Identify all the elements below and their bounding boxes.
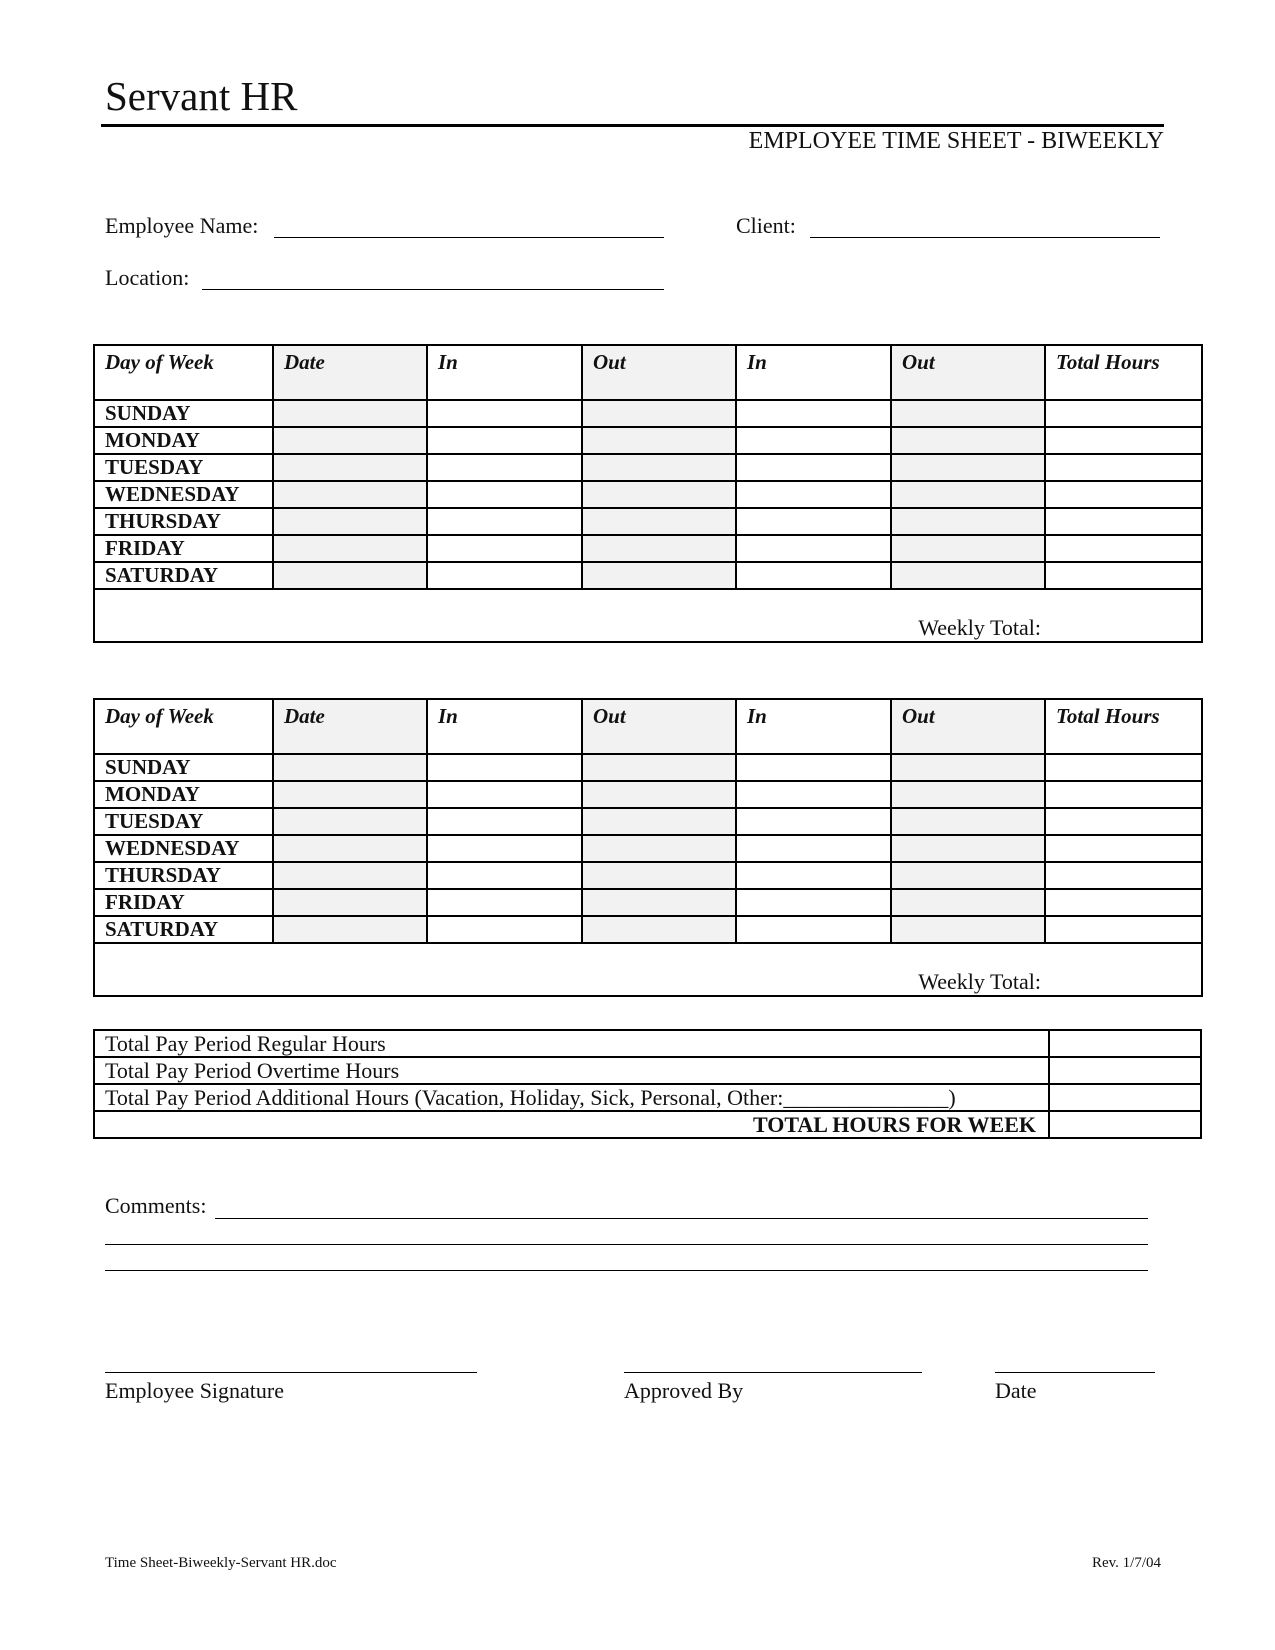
time-out-cell[interactable] [891, 535, 1045, 562]
time-in-cell[interactable] [736, 400, 891, 427]
column-header: Date [273, 699, 427, 754]
time-out-cell[interactable] [891, 754, 1045, 781]
table-row [94, 427, 1202, 454]
table-row [94, 1057, 1201, 1084]
client-label: Client: [736, 213, 796, 238]
time-in-cell[interactable] [427, 781, 582, 808]
client-field[interactable] [810, 237, 1160, 238]
table-row [94, 535, 1202, 562]
day-label: SUNDAY [94, 754, 273, 781]
table-row [94, 1111, 1201, 1138]
time-in-cell[interactable] [736, 916, 891, 943]
table-row [94, 835, 1202, 862]
day-label: WEDNESDAY [94, 481, 273, 508]
pay-period-summary-table [93, 1029, 1202, 1139]
weekly-total-row [94, 589, 1202, 642]
time-in-cell[interactable] [427, 400, 582, 427]
day-label: WEDNESDAY [94, 835, 273, 862]
time-out-cell[interactable] [582, 535, 736, 562]
time-in-cell[interactable] [736, 427, 891, 454]
day-label: MONDAY [94, 781, 273, 808]
total-hours-cell[interactable] [1045, 508, 1202, 535]
time-out-cell[interactable] [582, 400, 736, 427]
weekly-total-row [94, 943, 1202, 996]
total-hours-cell[interactable] [1045, 808, 1202, 835]
weekly-total-label: Weekly Total: [94, 943, 1202, 996]
table-row [94, 481, 1202, 508]
date-cell[interactable] [273, 481, 427, 508]
total-hours-cell[interactable] [1045, 454, 1202, 481]
table-row [94, 862, 1202, 889]
footer-revision: Rev. 1/7/04 [1091, 1555, 1161, 1571]
approved-by-label: Approved By [624, 1378, 744, 1403]
date-cell[interactable] [273, 808, 427, 835]
table-row [94, 889, 1202, 916]
time-out-cell[interactable] [891, 808, 1045, 835]
column-header: Out [891, 345, 1045, 400]
table-header-row [94, 699, 1202, 754]
title-divider [101, 124, 1164, 127]
time-in-cell[interactable] [736, 535, 891, 562]
table-row [94, 562, 1202, 589]
date-cell[interactable] [273, 916, 427, 943]
time-in-cell[interactable] [736, 454, 891, 481]
time-out-cell[interactable] [582, 781, 736, 808]
week-1-table [93, 344, 1203, 643]
time-out-cell[interactable] [891, 889, 1045, 916]
time-in-cell[interactable] [427, 835, 582, 862]
column-header: Day of Week [94, 345, 273, 400]
table-row [94, 1030, 1201, 1057]
column-header: Total Hours [1045, 699, 1202, 754]
time-out-cell[interactable] [582, 916, 736, 943]
date-cell[interactable] [273, 562, 427, 589]
time-out-cell[interactable] [891, 835, 1045, 862]
date-cell[interactable] [273, 454, 427, 481]
comments-line[interactable] [105, 1270, 1148, 1271]
column-header: Date [273, 345, 427, 400]
total-hours-cell[interactable] [1045, 916, 1202, 943]
time-out-cell[interactable] [891, 508, 1045, 535]
total-hours-cell[interactable] [1045, 889, 1202, 916]
total-hours-cell[interactable] [1045, 427, 1202, 454]
date-cell[interactable] [273, 508, 427, 535]
total-hours-cell[interactable] [1045, 400, 1202, 427]
table-row [94, 1084, 1201, 1111]
table-row [94, 916, 1202, 943]
date-line[interactable] [995, 1372, 1155, 1373]
regular-hours-cell[interactable] [1049, 1030, 1201, 1057]
day-label: SUNDAY [94, 400, 273, 427]
comments-line[interactable] [105, 1244, 1148, 1245]
table-row [94, 508, 1202, 535]
time-in-cell[interactable] [427, 808, 582, 835]
total-hours-cell[interactable] [1049, 1111, 1201, 1138]
overtime-hours-label: Total Pay Period Overtime Hours [94, 1057, 1049, 1084]
time-out-cell[interactable] [891, 916, 1045, 943]
document-title: EMPLOYEE TIME SHEET - BIWEEKLY [748, 128, 1164, 154]
total-hours-cell[interactable] [1045, 835, 1202, 862]
employee-name-label: Employee Name: [105, 213, 259, 238]
table-row [94, 781, 1202, 808]
time-out-cell[interactable] [891, 562, 1045, 589]
total-hours-cell[interactable] [1045, 781, 1202, 808]
column-header: In [736, 699, 891, 754]
time-in-cell[interactable] [427, 481, 582, 508]
week-2-table [93, 698, 1203, 997]
time-out-cell[interactable] [891, 454, 1045, 481]
day-label: TUESDAY [94, 454, 273, 481]
weekly-total-label: Weekly Total: [94, 589, 1202, 642]
time-in-cell[interactable] [736, 808, 891, 835]
time-out-cell[interactable] [582, 562, 736, 589]
date-cell[interactable] [273, 862, 427, 889]
date-cell[interactable] [273, 427, 427, 454]
overtime-hours-cell[interactable] [1049, 1057, 1201, 1084]
day-label: MONDAY [94, 427, 273, 454]
employee-signature-label: Employee Signature [105, 1378, 285, 1403]
time-out-cell[interactable] [582, 481, 736, 508]
date-cell[interactable] [273, 781, 427, 808]
time-out-cell[interactable] [582, 808, 736, 835]
column-header: In [736, 345, 891, 400]
time-in-cell[interactable] [736, 862, 891, 889]
day-label: SATURDAY [94, 562, 273, 589]
total-hours-label: TOTAL HOURS FOR WEEK [94, 1111, 1049, 1138]
date-cell[interactable] [273, 835, 427, 862]
time-out-cell[interactable] [582, 427, 736, 454]
time-in-cell[interactable] [736, 481, 891, 508]
location-label: Location: [105, 265, 190, 290]
total-hours-cell[interactable] [1045, 562, 1202, 589]
time-in-cell[interactable] [736, 835, 891, 862]
total-hours-cell[interactable] [1045, 862, 1202, 889]
time-out-cell[interactable] [891, 862, 1045, 889]
total-hours-cell[interactable] [1045, 481, 1202, 508]
location-field[interactable] [202, 289, 664, 290]
time-out-cell[interactable] [891, 427, 1045, 454]
time-out-cell[interactable] [891, 481, 1045, 508]
additional-hours-label: Total Pay Period Additional Hours (Vacation, Holiday, Sick, Personal, Other:_______________) [94, 1084, 1049, 1111]
table-row [94, 454, 1202, 481]
time-in-cell[interactable] [736, 781, 891, 808]
comments-line[interactable] [215, 1218, 1148, 1219]
table-header-row [94, 345, 1202, 400]
time-in-cell[interactable] [427, 535, 582, 562]
time-in-cell[interactable] [427, 754, 582, 781]
column-header: Out [582, 345, 736, 400]
time-out-cell[interactable] [582, 862, 736, 889]
column-header: In [427, 345, 582, 400]
date-cell[interactable] [273, 889, 427, 916]
day-label: TUESDAY [94, 808, 273, 835]
time-in-cell[interactable] [427, 427, 582, 454]
time-in-cell[interactable] [427, 454, 582, 481]
time-in-cell[interactable] [427, 916, 582, 943]
approved-by-line[interactable] [624, 1372, 922, 1373]
time-in-cell[interactable] [736, 754, 891, 781]
time-out-cell[interactable] [891, 400, 1045, 427]
column-header: Day of Week [94, 699, 273, 754]
day-label: THURSDAY [94, 508, 273, 535]
table-row [94, 808, 1202, 835]
date-cell[interactable] [273, 754, 427, 781]
day-label: SATURDAY [94, 916, 273, 943]
date-cell[interactable] [273, 400, 427, 427]
table-row [94, 400, 1202, 427]
time-out-cell[interactable] [582, 508, 736, 535]
employee-name-field[interactable] [274, 237, 664, 238]
employee-signature-line[interactable] [105, 1372, 477, 1373]
table-row [94, 754, 1202, 781]
time-out-cell[interactable] [582, 754, 736, 781]
time-in-cell[interactable] [427, 862, 582, 889]
time-out-cell[interactable] [582, 889, 736, 916]
company-name: Servant HR [105, 73, 298, 119]
comments-label: Comments: [105, 1193, 207, 1218]
time-in-cell[interactable] [736, 889, 891, 916]
total-hours-cell[interactable] [1045, 754, 1202, 781]
date-label: Date [995, 1378, 1037, 1403]
day-label: FRIDAY [94, 889, 273, 916]
time-out-cell[interactable] [582, 454, 736, 481]
footer-filename: Time Sheet-Biweekly-Servant HR.doc [105, 1555, 337, 1571]
total-hours-cell[interactable] [1045, 535, 1202, 562]
time-in-cell[interactable] [427, 562, 582, 589]
time-in-cell[interactable] [427, 889, 582, 916]
column-header: Out [582, 699, 736, 754]
day-label: THURSDAY [94, 862, 273, 889]
time-in-cell[interactable] [736, 562, 891, 589]
time-in-cell[interactable] [427, 508, 582, 535]
column-header: Out [891, 699, 1045, 754]
time-out-cell[interactable] [891, 781, 1045, 808]
column-header: In [427, 699, 582, 754]
regular-hours-label: Total Pay Period Regular Hours [94, 1030, 1049, 1057]
day-label: FRIDAY [94, 535, 273, 562]
column-header: Total Hours [1045, 345, 1202, 400]
time-in-cell[interactable] [736, 508, 891, 535]
date-cell[interactable] [273, 535, 427, 562]
additional-hours-cell[interactable] [1049, 1084, 1201, 1111]
time-out-cell[interactable] [582, 835, 736, 862]
